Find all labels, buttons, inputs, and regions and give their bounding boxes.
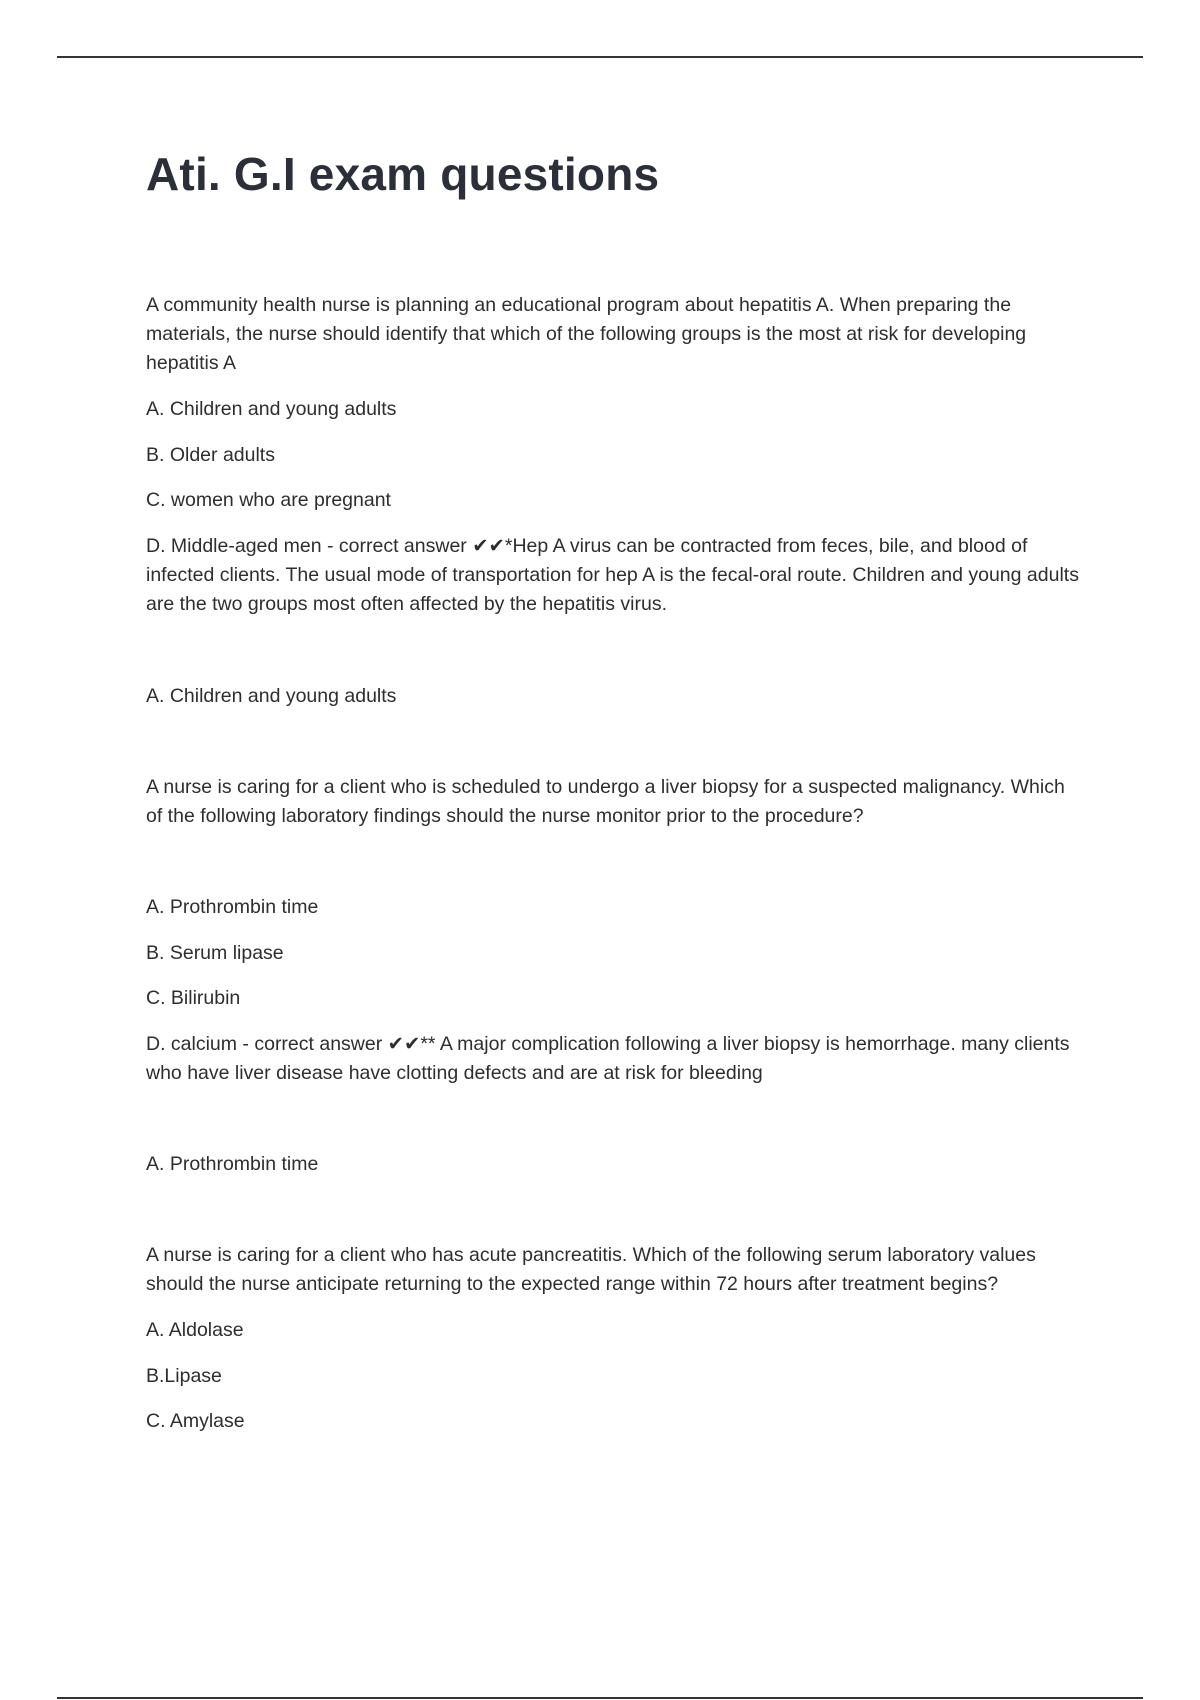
page-title: Ati. G.I exam questions (146, 148, 660, 200)
top-rule (57, 56, 1143, 58)
q1-option-b: B. Older adults (146, 444, 275, 466)
q3-option-a: A. Aldolase (146, 1319, 244, 1341)
question-3-text: A nurse is caring for a client who has acute pancreatitis. Which of the following serum laboratory values should the nurse anticipate returning to the expected range within 72 hours after treatment begins? (146, 1244, 1036, 1295)
q2-option-a: A. Prothrombin time (146, 896, 319, 918)
q1-option-d-answer: D. Middle-aged men - correct answer ✔✔*Hep A virus can be contracted from feces, bile, and blood of infected clients. The usual mode of transportation for hep A is the fecal-oral route. Children and young adults are the two groups most often affected by the hepatitis virus. (146, 535, 1079, 615)
bottom-rule (57, 1697, 1143, 1699)
q2-correct-answer: A. Prothrombin time (146, 1153, 319, 1175)
question-1-text: A community health nurse is planning an educational program about hepatitis A. When preparing the materials, the nurse should identify that which of the following groups is the most at risk for developing hepatitis A (146, 294, 1027, 374)
q1-option-c: C. women who are pregnant (146, 489, 391, 511)
q2-option-c: C. Bilirubin (146, 987, 241, 1009)
q1-correct-answer: A. Children and young adults (146, 685, 397, 707)
q2-option-d-answer: D. calcium - correct answer ✔✔** A major complication following a liver biopsy is hemorrhage. many clients who have liver disease have clotting defects and are at risk for bleeding (146, 1033, 1070, 1084)
q1-option-a: A. Children and young adults (146, 398, 397, 420)
q3-option-b: B.Lipase (146, 1365, 222, 1387)
q3-option-c: C. Amylase (146, 1410, 245, 1432)
q2-option-b: B. Serum lipase (146, 942, 284, 964)
question-2-text: A nurse is caring for a client who is scheduled to undergo a liver biopsy for a suspected malignancy. Which of the following laboratory findings should the nurse monitor prior to the procedure? (146, 776, 1065, 827)
